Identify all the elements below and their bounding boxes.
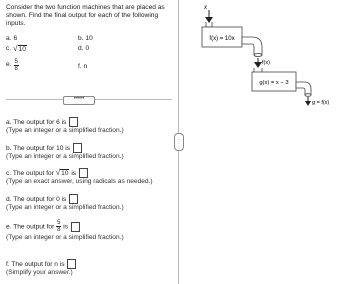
expand-more-button[interactable]: •••••: [63, 96, 95, 105]
answer-input-d[interactable]: [69, 194, 78, 204]
problem-prompt: Consider the two function machines that are placed as shown. Find the final output for each of the following inputs.: [6, 4, 165, 28]
machine-2-label: g(x) = x − 3: [259, 80, 289, 86]
panel-resize-handle[interactable]: ⋮: [174, 133, 184, 151]
choice-b: b. 10: [78, 34, 93, 42]
answer-input-a[interactable]: [69, 117, 78, 127]
output-chute: [296, 82, 311, 95]
question-a: a. The output for 6 is (Type an integer or a simplified fraction.): [6, 118, 124, 134]
answer-input-b[interactable]: [73, 143, 82, 153]
fraction-5-8: $\frac{5}{8}$: [57, 220, 61, 234]
sqrt-10: √ 10: [55, 167, 69, 177]
answer-input-c[interactable]: [79, 168, 88, 178]
question-c: c. The output for √ 10 is (Type an exact answer, using radicals as needed.): [6, 167, 153, 185]
choice-c: c. √ 10: [6, 43, 26, 53]
output-label: g = f(x): [312, 100, 330, 106]
chute-pipe: [242, 37, 262, 55]
input-choices: [6, 33, 178, 91]
choice-e: e. $\frac{5}{8}$: [6, 58, 18, 73]
function-machine-diagram: [190, 0, 350, 284]
choice-a: a. 6: [6, 34, 18, 42]
question-f: f. The output for n is (Simplify your answer.): [6, 259, 178, 277]
choice-d: d. 0: [78, 44, 90, 52]
answer-input-f[interactable]: [67, 259, 76, 269]
choice-f: f. n: [78, 62, 88, 70]
mid-label: f(x): [262, 60, 270, 66]
question-b: b. The output for 10 is (Type an integer or a simplified fraction.): [6, 144, 124, 160]
output-arrow-head: [305, 101, 311, 106]
machine-1-label: f(x) = 10x: [209, 36, 235, 42]
question-panel: [6, 4, 178, 91]
sqrt-10: √ 10: [13, 43, 26, 53]
question-d: d. The output for 0 is (Type an integer or a simplified fraction.): [6, 195, 124, 211]
output-opening: [305, 94, 311, 97]
question-e: e. The output for $\frac{5}{8}$ is (Type an integer or a simplified fraction.): [6, 220, 124, 241]
input-label: x: [204, 5, 207, 11]
chute-opening: [254, 54, 262, 57]
mid-arrow-head: [254, 62, 262, 68]
fraction-5-8: $\frac{5}{8}$: [14, 58, 18, 73]
answer-input-e[interactable]: [71, 222, 80, 232]
